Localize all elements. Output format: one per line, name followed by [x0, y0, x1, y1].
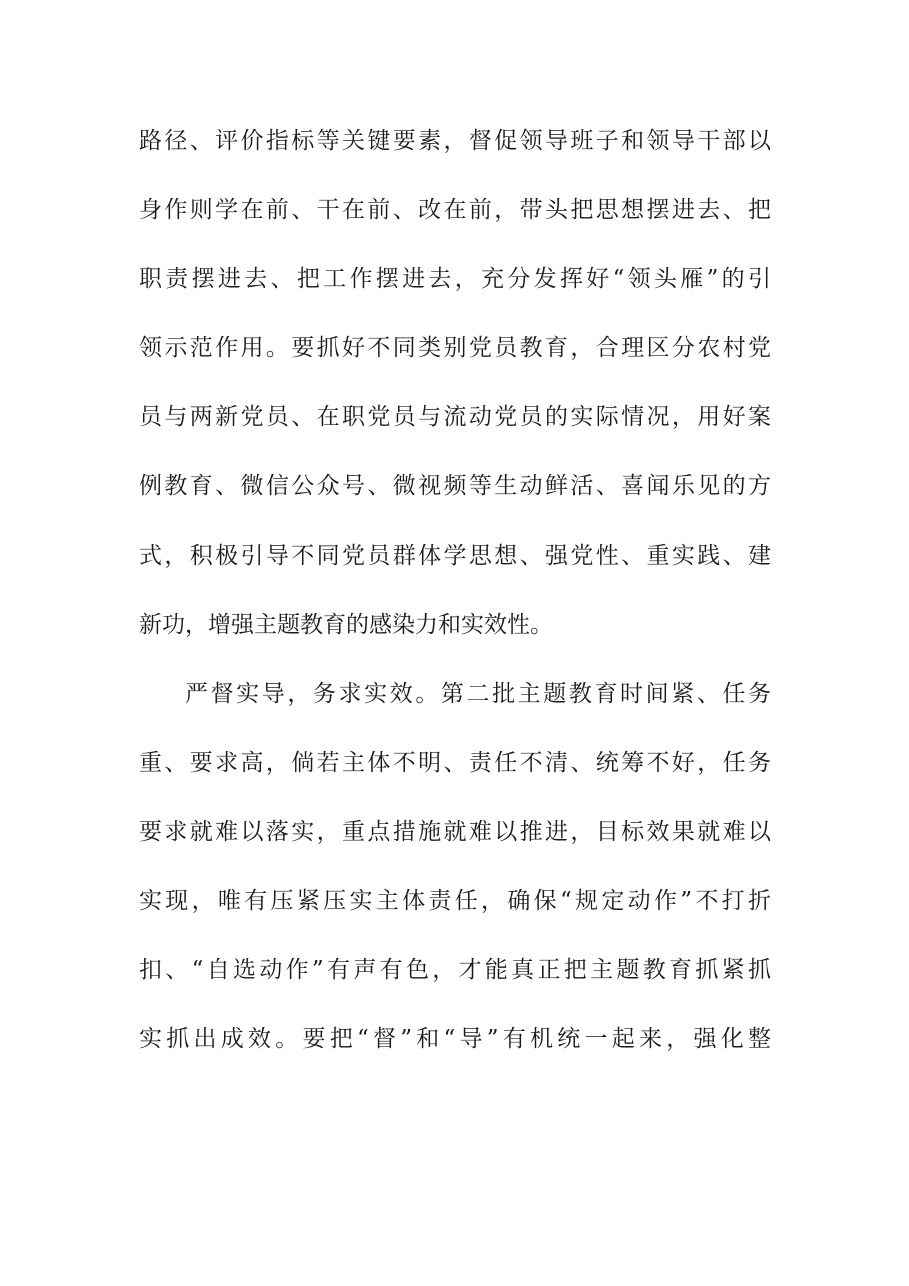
text-line: 新功，增强主题教育的感染力和实效性。	[139, 611, 553, 638]
text-line: 领示范作用。要抓好不同类别党员教育，合理区分农村党	[139, 335, 771, 362]
text-line: 实抓出成效。要把“督”和“导”有机统一起来，强化整	[139, 1026, 771, 1053]
text-line: 职责摆进去、把工作摆进去，充分发挥好“领头雁”的引	[139, 266, 771, 293]
text-line: 例教育、微信公众号、微视频等生动鲜活、喜闻乐见的方	[139, 473, 771, 500]
text-line: 重、要求高，倘若主体不明、责任不清、统筹不好，任务	[139, 749, 771, 776]
text-line: 扣、“自选动作”有声有色，才能真正把主题教育抓紧抓	[139, 957, 771, 984]
text-line: 员与两新党员、在职党员与流动党员的实际情况，用好案	[139, 404, 771, 431]
paragraph-2	[139, 671, 771, 1086]
text-line: 要求就难以落实，重点措施就难以推进，目标效果就难以	[139, 818, 771, 845]
text-line: 实现，唯有压紧压实主体责任，确保“规定动作”不打折	[139, 888, 771, 915]
text-line: 身作则学在前、干在前、改在前，带头把思想摆进去、把	[139, 197, 771, 224]
document-body	[139, 118, 771, 1085]
text-line: 严督实导，务求实效。第二批主题教育时间紧、任务	[185, 680, 771, 707]
text-line: 路径、评价指标等关键要素，督促领导班子和领导干部以	[139, 128, 771, 154]
text-line: 式，积极引导不同党员群体学思想、强党性、重实践、建	[139, 542, 771, 569]
paragraph-1	[139, 118, 771, 671]
